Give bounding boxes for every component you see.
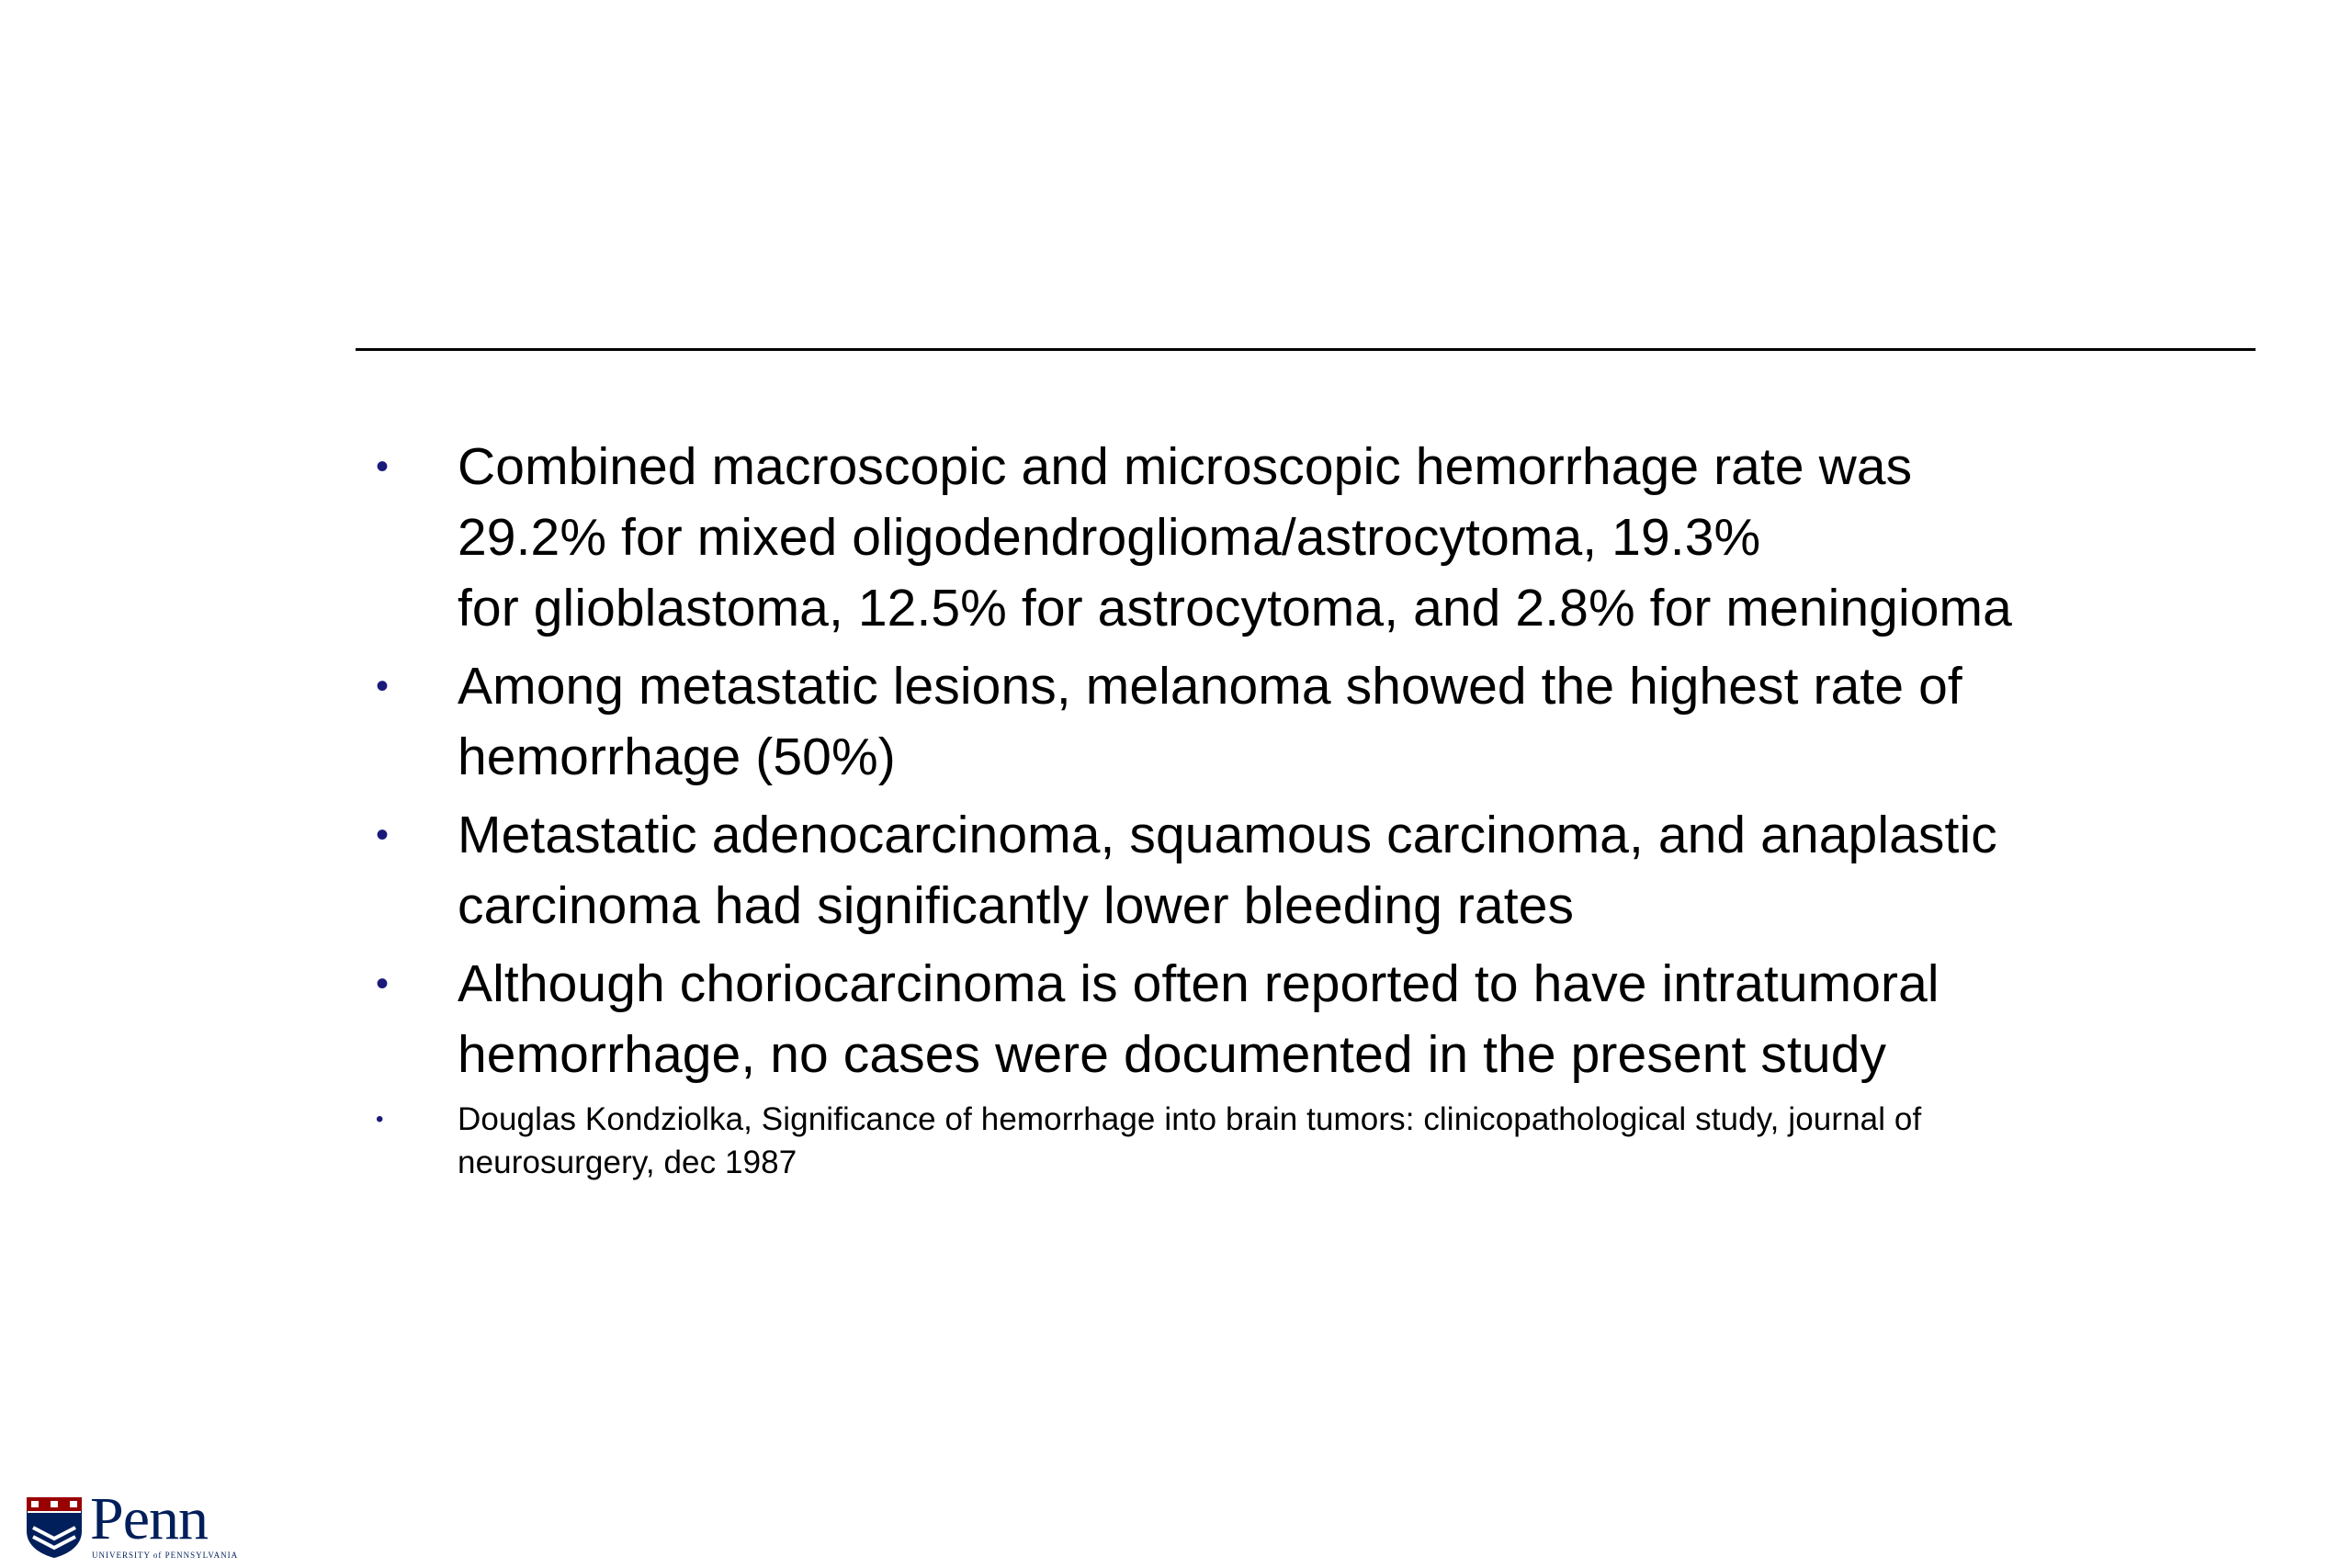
penn-logo [26, 1485, 246, 1562]
citation-item [373, 1098, 2229, 1184]
bullet-dot-icon: • [376, 1107, 384, 1132]
penn-subtitle: UNIVERSITY of PENNSYLVANIA [92, 1551, 239, 1560]
bullet-line: Among metastatic lesions, melanoma showed the highest rate of [458, 657, 1962, 716]
bullet-line: for glioblastoma, 12.5% for astrocytoma, and 2.8% for meningioma [458, 579, 2012, 637]
penn-shield-icon [26, 1496, 83, 1559]
bullet-item-2 [373, 651, 2229, 793]
penn-wordmark: Penn [90, 1485, 208, 1552]
title-divider [356, 348, 2256, 351]
bullet-line: Although choriocarcinoma is often reported to have intratumoral [458, 954, 1939, 1013]
bullet-line: 29.2% for mixed oligodendroglioma/astrocytoma, 19.3% [458, 508, 1761, 567]
citation-line: Douglas Kondziolka, Significance of hemorrhage into brain tumors: clinicopathological study, journal of [458, 1101, 1922, 1137]
bullet-line: carcinoma had significantly lower bleeding rates [458, 876, 1575, 935]
bullet-dot-icon: • [376, 446, 390, 487]
bullet-line: hemorrhage, no cases were documented in the present study [458, 1025, 1887, 1084]
bullet-item-1 [373, 432, 2229, 644]
bullet-item-4 [373, 949, 2229, 1090]
bullet-dot-icon: • [376, 964, 390, 1004]
bullet-item-3 [373, 800, 2229, 942]
citation-line: neurosurgery, dec 1987 [458, 1145, 797, 1180]
bullet-dot-icon: • [376, 666, 390, 706]
bullet-list [373, 432, 2229, 1191]
bullet-line: Combined macroscopic and microscopic hemorrhage rate was [458, 437, 1913, 496]
bullet-line: hemorrhage (50%) [458, 728, 896, 786]
bullet-dot-icon: • [376, 815, 390, 855]
bullet-line: Metastatic adenocarcinoma, squamous carcinoma, and anaplastic [458, 806, 1997, 864]
